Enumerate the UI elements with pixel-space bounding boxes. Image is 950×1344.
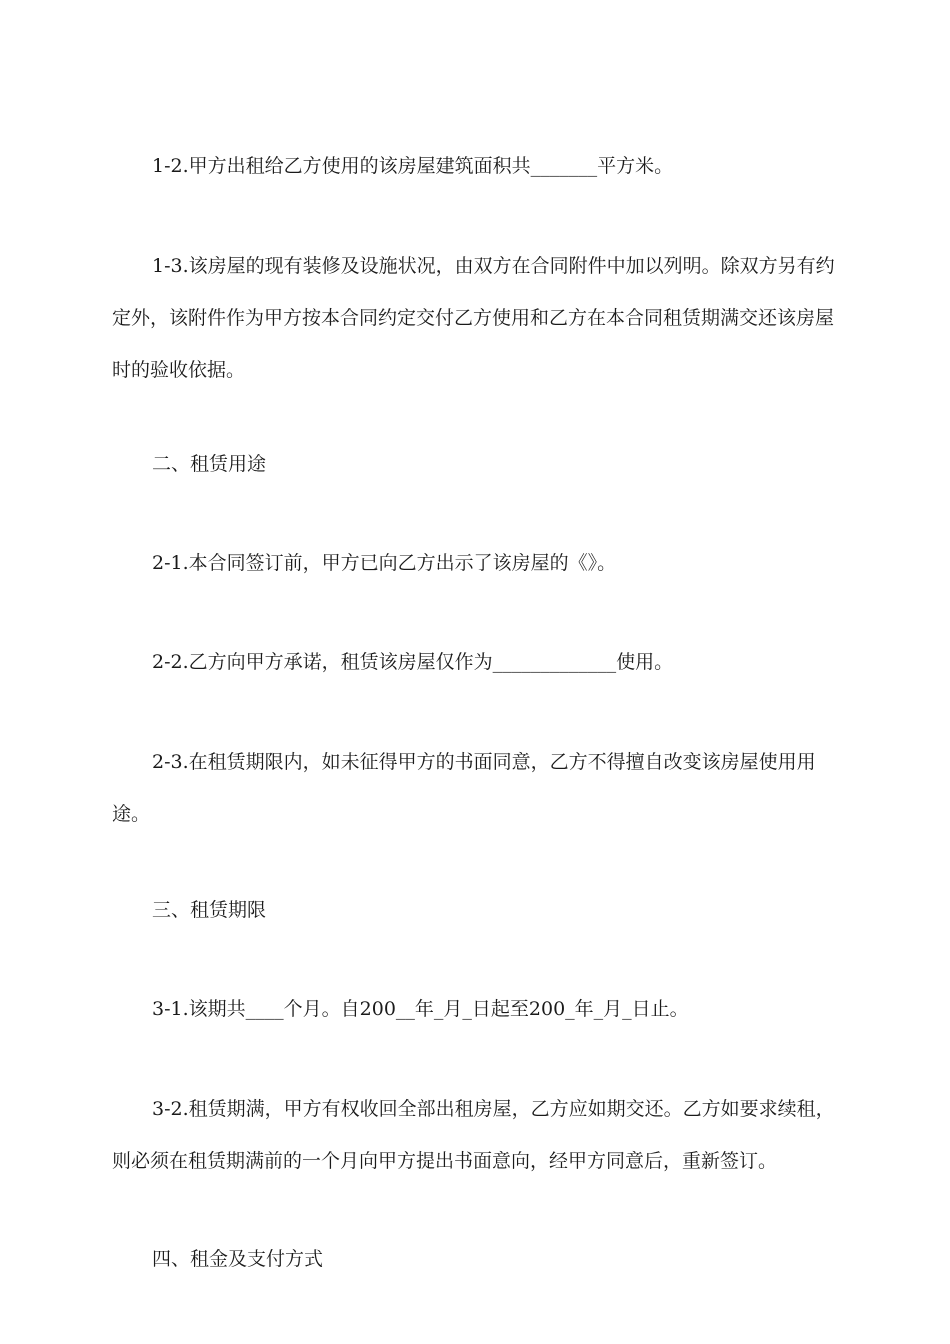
clause-1-2: 1-2.甲方出租给乙方使用的该房屋建筑面积共_______平方米。 (152, 155, 674, 177)
clause-3-2: 3-2.租赁期满，甲方有权收回全部出租房屋，乙方应如期交还。乙方如要求续租，则必须在租赁期满前的一个月向甲方提出书面意向，经甲方同意后，重新签订。 (112, 1098, 835, 1172)
clause-2-2: 2-2.乙方向甲方承诺，租赁该房屋仅作为_____________使用。 (152, 651, 674, 673)
section-heading-2: 二、租赁用途 (152, 453, 267, 475)
clause-2-1: 2-1.本合同签订前，甲方已向乙方出示了该房屋的《》。 (152, 552, 617, 574)
clause-2-3: 2-3.在租赁期限内，如未征得甲方的书面同意，乙方不得擅自改变该房屋使用用途。 (112, 751, 816, 825)
section-heading-4: 四、租金及支付方式 (152, 1248, 324, 1270)
section-heading-3: 三、租赁期限 (152, 899, 267, 921)
clause-3-1: 3-1.该期共____个月。自200__年_月_日起至200_年_月_日止。 (152, 998, 689, 1020)
clause-1-3: 1-3.该房屋的现有装修及设施状况，由双方在合同附件中加以列明。除双方另有约定外，该附件作为甲方按本合同约定交付乙方使用和乙方在本合同租赁期满交还该房屋时的验收依据。 (112, 255, 835, 381)
